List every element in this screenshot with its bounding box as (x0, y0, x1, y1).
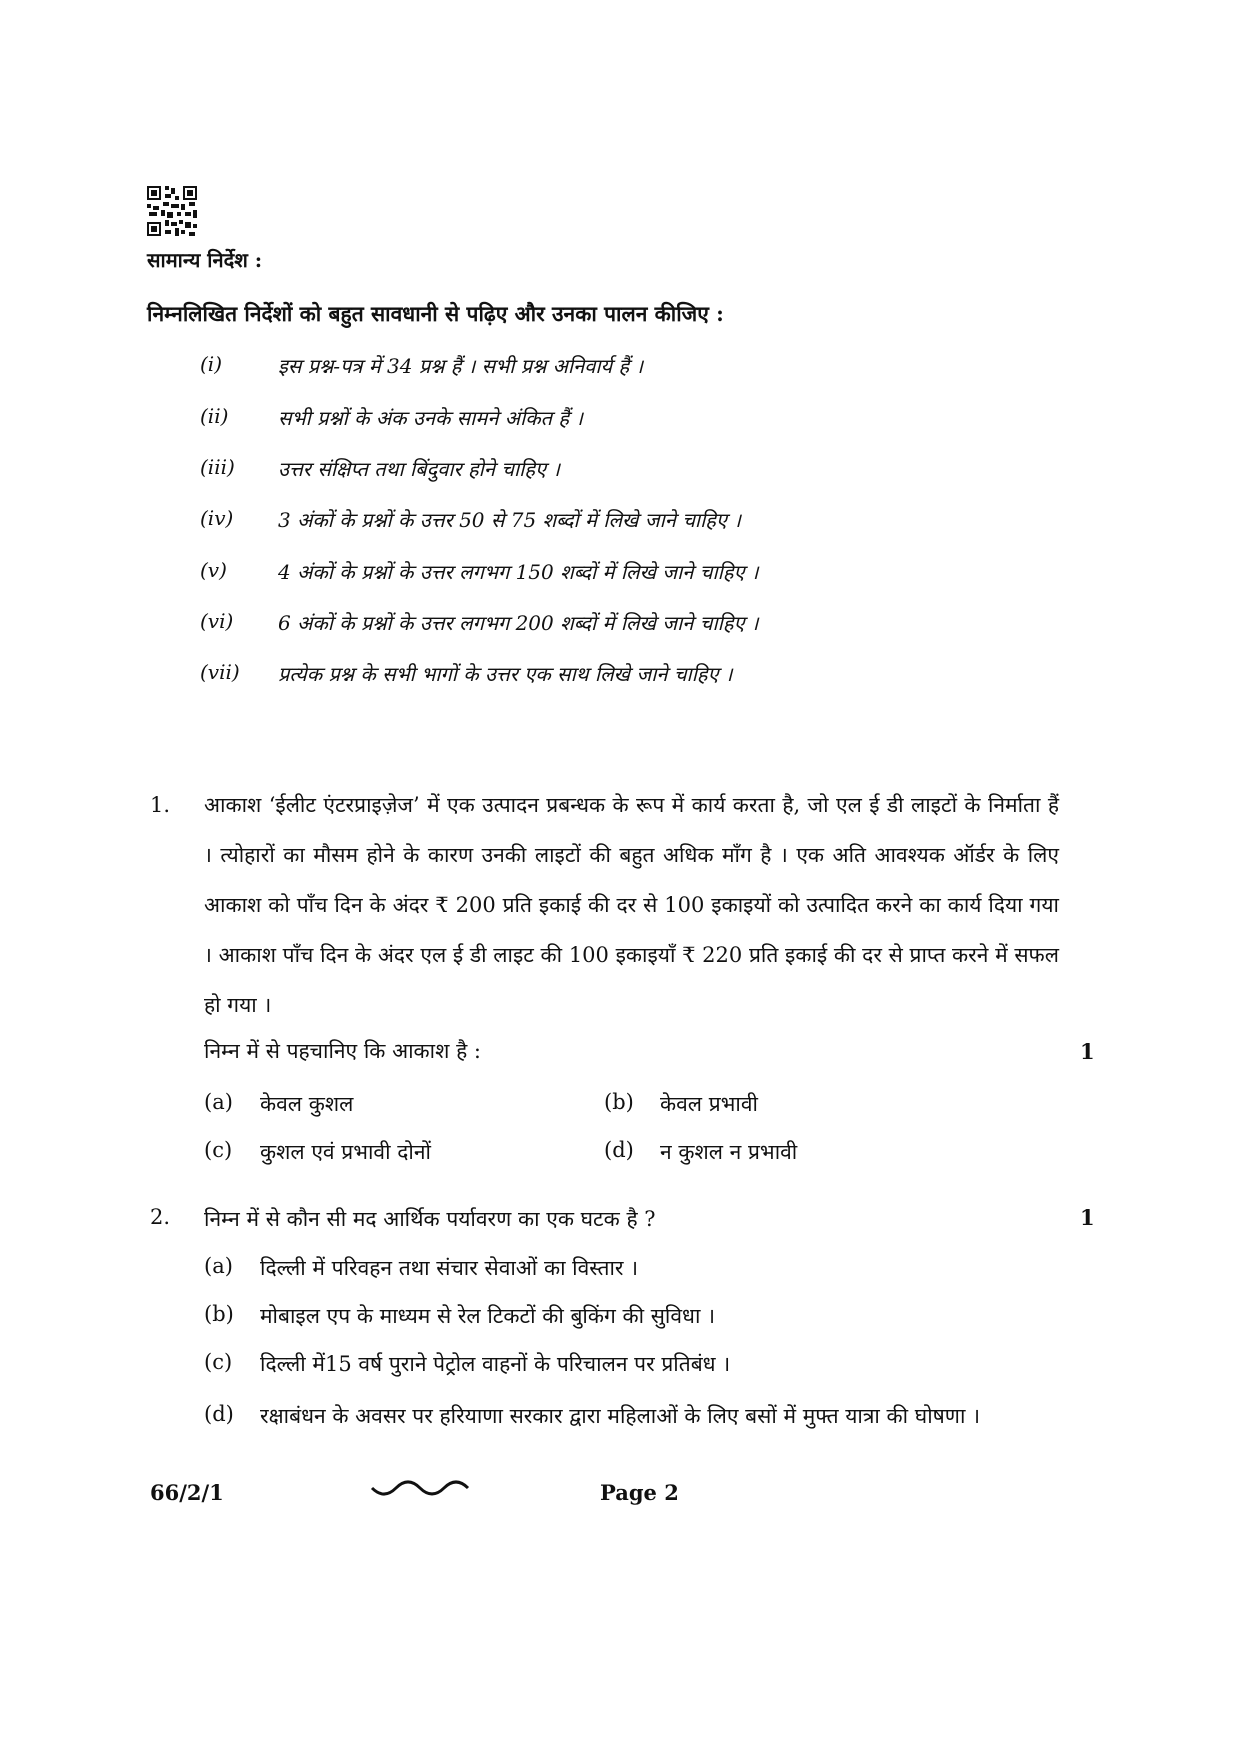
question-text: आकाश ‘ईलीट एंटरप्राइज़ेज’ में एक उत्पादन प्रबन्धक के रूप में कार्य करता है, जो एल ई डी लाइटों के निर्माता हैं । त्योहारों का मौसम होने के कारण उनकी लाइटों की बहुत अधिक माँग है । एक अति आवश्यक ऑर्डर के लिए आकाश को पाँच दिन के अंदर ₹ 200 प्रति इकाई की दर से 100 इकाइयों को उत्पादित करने का कार्य दिया गया । आकाश पाँच दिन के अंदर एल ई डी लाइट की 100 इकाइयाँ ₹ 220 प्रति इकाई की दर से प्राप्त करने में सफल हो गया । (204, 793, 1059, 1017)
general-instructions-subtitle: निम्नलिखित निर्देशों को बहुत सावधानी से पढ़िए और उनका पालन कीजिए : (147, 301, 724, 326)
option-label: (b) (204, 1302, 234, 1326)
instruction-text: प्रत्येक प्रश्न के सभी भागों के उत्तर एक साथ लिखे जाने चाहिए । (278, 662, 733, 686)
option-label: (a) (204, 1254, 233, 1278)
option-text: मोबाइल एप के माध्यम से रेल टिकटों की बुकिंग की सुविधा । (260, 1304, 716, 1328)
option-text: न कुशल न प्रभावी (660, 1140, 798, 1164)
instruction-number: (v) (200, 558, 227, 582)
general-instructions-title: सामान्य निर्देश : (147, 248, 263, 272)
option-text: दिल्ली में परिवहन तथा संचार सेवाओं का विस्तार । (260, 1256, 639, 1280)
question-number: 2. (150, 1205, 171, 1229)
instruction-text: उत्तर संक्षिप्त तथा बिंदुवार होने चाहिए । (278, 457, 560, 481)
instruction-number: (vi) (200, 609, 234, 633)
option-label: (d) (204, 1402, 234, 1426)
paper-code: 66/2/1 (150, 1480, 224, 1505)
question-marks: 1 (1080, 1205, 1095, 1230)
question-marks: 1 (1080, 1039, 1095, 1064)
option-text: केवल कुशल (260, 1092, 354, 1116)
option-label: (b) (604, 1090, 634, 1114)
instruction-number: (iii) (200, 455, 235, 479)
instruction-text: 4 अंकों के प्रश्नों के उत्तर लगभग 150 शब्दों में लिखे जाने चाहिए । (278, 560, 759, 584)
option-label: (a) (204, 1090, 233, 1114)
wave-ornament-icon (370, 1478, 470, 1502)
qr-code-icon (147, 186, 197, 236)
option-text: केवल प्रभावी (660, 1092, 758, 1116)
question-text: निम्न में से कौन सी मद आर्थिक पर्यावरण का एक घटक है ? (204, 1207, 656, 1231)
option-label: (c) (204, 1350, 233, 1374)
option-text: कुशल एवं प्रभावी दोनों (260, 1140, 431, 1164)
question-number: 1. (150, 793, 171, 817)
instruction-text: 3 अंकों के प्रश्नों के उत्तर 50 से 75 शब्दों में लिखे जाने चाहिए । (278, 508, 741, 532)
question-prompt: निम्न में से पहचानिए कि आकाश है : (204, 1039, 481, 1063)
option-label: (c) (204, 1138, 233, 1162)
instruction-text: इस प्रश्न-पत्र में 34 प्रश्न हैं । सभी प्रश्न अनिवार्य हैं । (278, 354, 644, 378)
instruction-number: (iv) (200, 506, 234, 530)
page-number: Page 2 (600, 1480, 679, 1505)
option-text: रक्षाबंधन के अवसर पर हरियाणा सरकार द्वारा महिलाओं के लिए बसों में मुफ्त यात्रा की घोषणा । (260, 1404, 981, 1428)
instruction-number: (ii) (200, 404, 229, 428)
instruction-number: (vii) (200, 660, 240, 684)
option-text: दिल्ली में15 वर्ष पुराने पेट्रोल वाहनों के परिचालन पर प्रतिबंध । (260, 1352, 731, 1376)
instruction-text: 6 अंकों के प्रश्नों के उत्तर लगभग 200 शब्दों में लिखे जाने चाहिए । (278, 611, 759, 635)
instruction-number: (i) (200, 352, 223, 376)
instruction-text: सभी प्रश्नों के अंक उनके सामने अंकित हैं । (278, 406, 583, 430)
option-label: (d) (604, 1138, 634, 1162)
